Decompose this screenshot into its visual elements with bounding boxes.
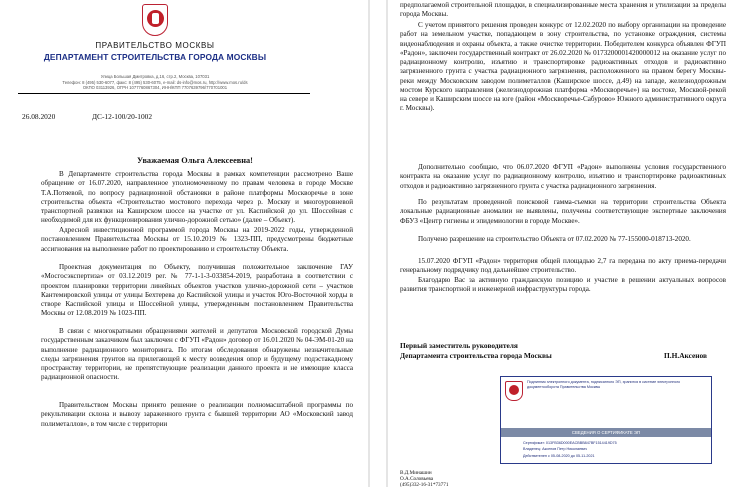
page2-paragraph-7: Благодарю Вас за активную гражданскую позицию и участие в решении актуальных вопросов развития транспортной и инженерной инфраструктуры города. [400,276,726,294]
signatory-name: П.Н.Аксенов [664,351,708,360]
address-line-3: ОКПО 03113926, ОГРН 1077760867304, ИНН/КПП 7707639796/770701001 [82,85,228,90]
paragraph-5: Правительством Москвы принято решение о реализации полномасштабной программы по рекультивации склона и вывозу зараженного грунта с бывшей территории АО «Московский завод полиметаллов», в том числе с территории [41,401,353,428]
address-line-2: Телефон: 8 (495) 530-6077, факс: 8 (495) 530-6075, e-mail: ds-info@mos.ru, http://www.mos.ru/ds [62,79,248,85]
signatory-title-line-2: Департамента строительства города Москвы [400,351,552,360]
paragraph-2: Адресной инвестиционной программой города Москвы на 2019-2022 годы, утвержденной постановлением Правительства Москвы от 15.10.2019 № 1323-ПП, предусмотрены бюджетные ассигнования на выполнение работ по проектированию и строительству Объекта. [41,226,353,253]
letter-date: 26.08.2020 [22,112,56,121]
letter-page-2 [386,0,730,487]
paragraph-3: Проектная документация по Объекту, получившая положительное заключение ГАУ «Мосгосэкспертиза» от 03.12.2019 рег. № 77-1-1-3-033854-2019, разработана в соответствии с проектом планировки территории линейных объектов участков улично-дорожной сети – участков Кантемировской улицы от улицы Бехтерева до Каспийской улицы и участок Юго-Восточной хорды в створе Каспийской улицы и Шоссейной улицы, утвержденным постановлением Правительства Москвы от 12.08.2019 № 1023-ПП. [41,263,353,318]
stamp-owner: Владелец: Аксенов Петр Николаевич [523,447,588,452]
paragraph-1: В Департаменте строительства города Москвы в рамках компетенции рассмотрено Ваше обращение от 16.07.2020, направленное уполномоченному по правам человека в городе Москве Т.А.Потяевой, по вопросу радиационной обстановки в районе платформы Москворечье в зоне строительства объекта «Строительство мостового перехода через р. Москву и многоуровневой транспортной развязки на Каширском шоссе на участке от ул. Каспийской до ул. Шоссейная с необходимой для их функционирования улично-дорожной сетью» (далее – Объект). [41,170,353,225]
stamp-crest-icon [505,381,523,401]
signatory-title-line-1: Первый заместитель руководителя [400,341,518,350]
stamp-band: СВЕДЕНИЯ О СЕРТИФИКАТЕ ЭП [501,428,711,437]
stamp-details [523,440,709,459]
page2-paragraph-6: 15.07.2020 ФГУП «Радон» территория общей площадью 2,7 га передана по акту приема-передачи генеральному подрядчику под дальнейшее строительство. [400,257,726,275]
executor-2: О.А.Соловьева [400,476,434,482]
header-rule [18,93,310,94]
stamp-text: Подлинник электронного документа, подписанного ЭП, хранится в системе электронного документооборота Правительства Москвы [527,380,681,389]
letter-number: ДС-12-100/20-1002 [92,112,153,121]
page2-paragraph-1: предполагаемой строительной площадки, в специализированные места хранения и утилизации за пределы города Москвы. [400,1,726,19]
dept-name: ДЕПАРТАМЕНТ СТРОИТЕЛЬСТВА ГОРОДА МОСКВЫ [43,52,267,62]
electronic-signature-stamp [500,376,712,464]
executor-1: В.Д.Минашин [400,470,432,476]
page2-paragraph-3: Дополнительно сообщаю, что 06.07.2020 ФГУП «Радон» выполнены условия государственного контракта на оказание услуг по радиационному контролю, изъятию и транспортировке радиоактивных отходов и радиоактивно загрязненного грунта с участка радиационного загрязнения. [400,163,726,190]
stamp-certificate: Сертификат: 013FB36D000EACBBB847BF1514419D75 [523,441,617,445]
address-line-1: Улица Большая Дмитровка, д.16, стр.2, Москва, 107031 [100,74,210,79]
executor-phone: (495)332-16-31*73771 [400,482,449,487]
org-name: ПРАВИТЕЛЬСТВО МОСКВЫ [95,41,215,50]
greeting: Уважаемая Ольга Алексеевна! [137,156,253,165]
page2-paragraph-4: По результатам проведенной поисковой гамма-съемки на территории строительства Объекта локальные радиационные аномалии не выявлены, получены соответствующие экспертные заключения ФБУЗ «Центр гигиены и эпидемиологии в городе Москве». [400,198,726,225]
page2-paragraph-5: Получено разрешение на строительство Объекта от 07.02.2020 № 77-155000-018713-2020. [418,235,691,243]
paragraph-4: В связи с многократными обращениями жителей и депутатов Московской городской Думы государственным заказчиком был заключен с ФГУП «Радон» договор от 16.01.2020 № 04-ЭМ-01-20 на выполнение радиационного мониторинга. По итогам обследования обнаружены незначительные следы загрязнения грунтов на прилегающей к месту возведения опор и будущему подэстакадному пространству территории, не препятствующие реализации данного проекта и не имеющие класса радиационной опасности. [41,327,353,382]
moscow-coat-of-arms-icon [142,4,168,36]
page2-paragraph-2: С учетом принятого решения проведен конкурс от 12.02.2020 по выбору организации на проведение работ на земельном участке, попадающем в зону строительства, по установке ограждения, системы видеонаблюдения и охраны объекта, а также очистке территории. Победителем конкурса объявлен ФГУП «Радон», заключен государственный контракт от 26.02.2020 № 0173200001420000012 на оказание услуг по радиационному контролю, изъятию и транспортировке радиоактивных отходов и радиоактивно загрязненного грунта с участка радиационного загрязнения, расположенного на правом берегу Москвы-реки между Московским заводом полиметаллов (Каширское шоссе, д.49) на западе, железнодорожным мостом Курского направления (железнодорожная платформа «Москворечье») на востоке, Москвой-рекой на севере и Каширским шоссе на юге (район «Москворечье-Сабурово» Южного административного округа г. Москвы). [400,21,726,113]
stamp-validity: Действителен с 05-08-2020 до 05-11-2021 [523,453,595,458]
